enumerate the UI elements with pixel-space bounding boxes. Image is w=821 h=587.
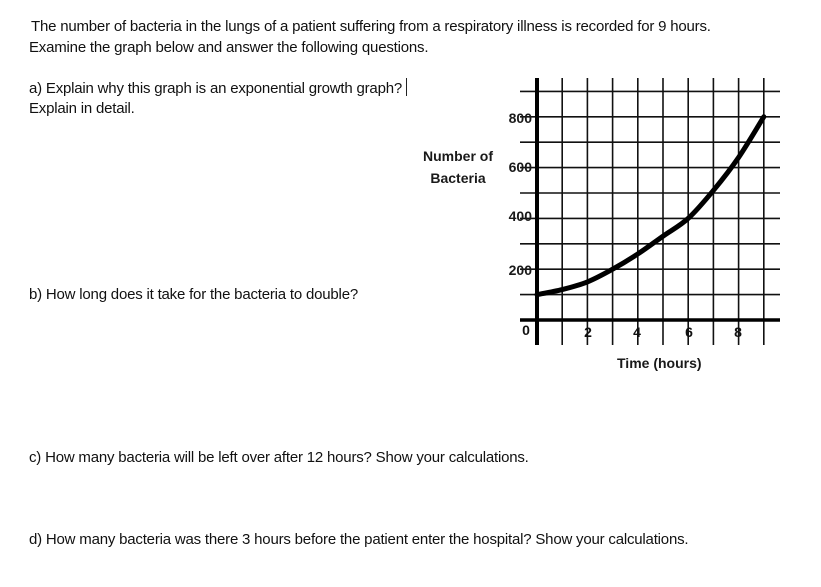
y-tick-200: 200 [508, 262, 532, 278]
y-tick-400: 400 [508, 208, 532, 224]
x-tick-4: 4 [633, 324, 641, 340]
y-tick-600: 600 [508, 159, 532, 175]
question-b: b) How long does it take for the bacteria to double? [29, 286, 358, 303]
x-tick-0: 0 [522, 322, 530, 338]
intro-line-2: Examine the graph below and answer the following questions. [29, 39, 429, 56]
question-a-line-2: Explain in detail. [29, 100, 135, 117]
growth-curve [537, 117, 764, 295]
y-axis-label: Number of Bacteria [423, 148, 493, 186]
question-d: d) How many bacteria was there 3 hours before the patient enter the hospital? Show your calculations. [29, 531, 689, 548]
x-tick-8: 8 [734, 324, 742, 340]
intro-line-1: The number of bacteria in the lungs of a patient suffering from a respiratory illness is recorded for 9 hours. [31, 18, 711, 35]
x-tick-6: 6 [685, 324, 693, 340]
question-c: c) How many bacteria will be left over after 12 hours? Show your calculations. [29, 449, 529, 466]
x-tick-2: 2 [584, 324, 592, 340]
question-a-text: a) Explain why this graph is an exponential growth graph? [29, 80, 402, 97]
x-axis-label: Time (hours) [617, 355, 702, 371]
y-tick-800: 800 [508, 110, 532, 126]
